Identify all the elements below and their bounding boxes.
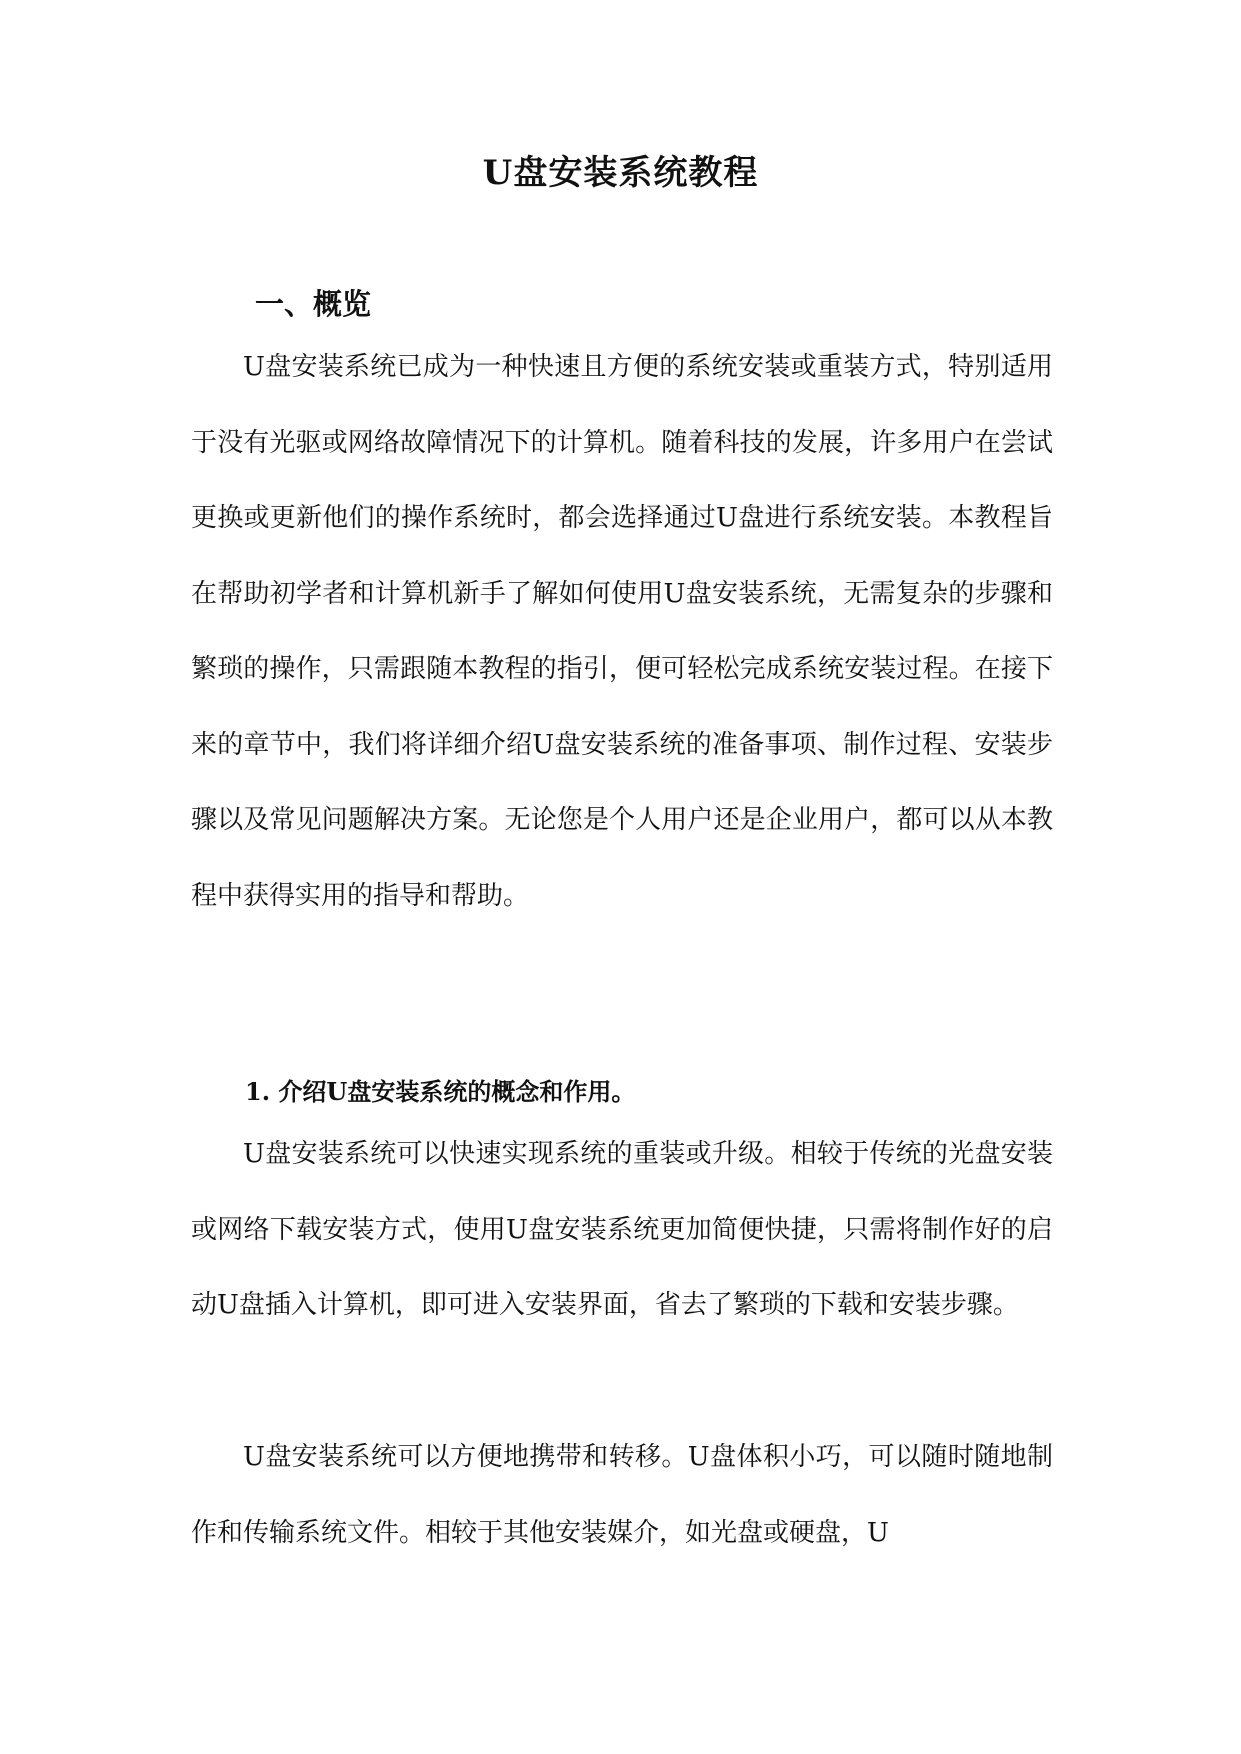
overview-paragraph: U盘安装系统已成为一种快速且方便的系统安装或重装方式，特别适用于没有光驱或网络故障情况下的计算机。随着科技的发展，许多用户在尝试更换或更新他们的操作系统时，都会选择通过U盘进行系统安装。本教程旨在帮助初学者和计算机新手了解如何使用U盘安装系统，无需复杂的步骤和繁琐的操作，只需跟随本教程的指引，便可轻松完成系统安装过程。在接下来的章节中，我们将详细介绍U盘安装系统的准备事项、制作过程、安装步骤以及常见问题解决方案。无论您是个人用户还是企业用户，都可以从本教程中获得实用的指导和帮助。 (191, 352, 1053, 911)
section-heading-overview: 一、概览 (255, 287, 372, 321)
subsection-heading-concept: 1. 介绍U盘安装系统的概念和作用。 (245, 1077, 636, 1106)
concept-paragraph-1: U盘安装系统可以快速实现系统的重装或升级。相较于传统的光盘安装或网络下载安装方式，使用U盘安装系统更加简便快捷，只需将制作好的启动U盘插入计算机，即可进入安装界面，省去了繁琐的下载和安装步骤。 (191, 1139, 1053, 1320)
concept-paragraph-2: U盘安装系统可以方便地携带和转移。U盘体积小巧，可以随时随地制作和传输系统文件。相较于其他安装媒介，如光盘或硬盘，U (191, 1442, 1053, 1548)
document-title: U盘安装系统教程 (482, 153, 759, 193)
